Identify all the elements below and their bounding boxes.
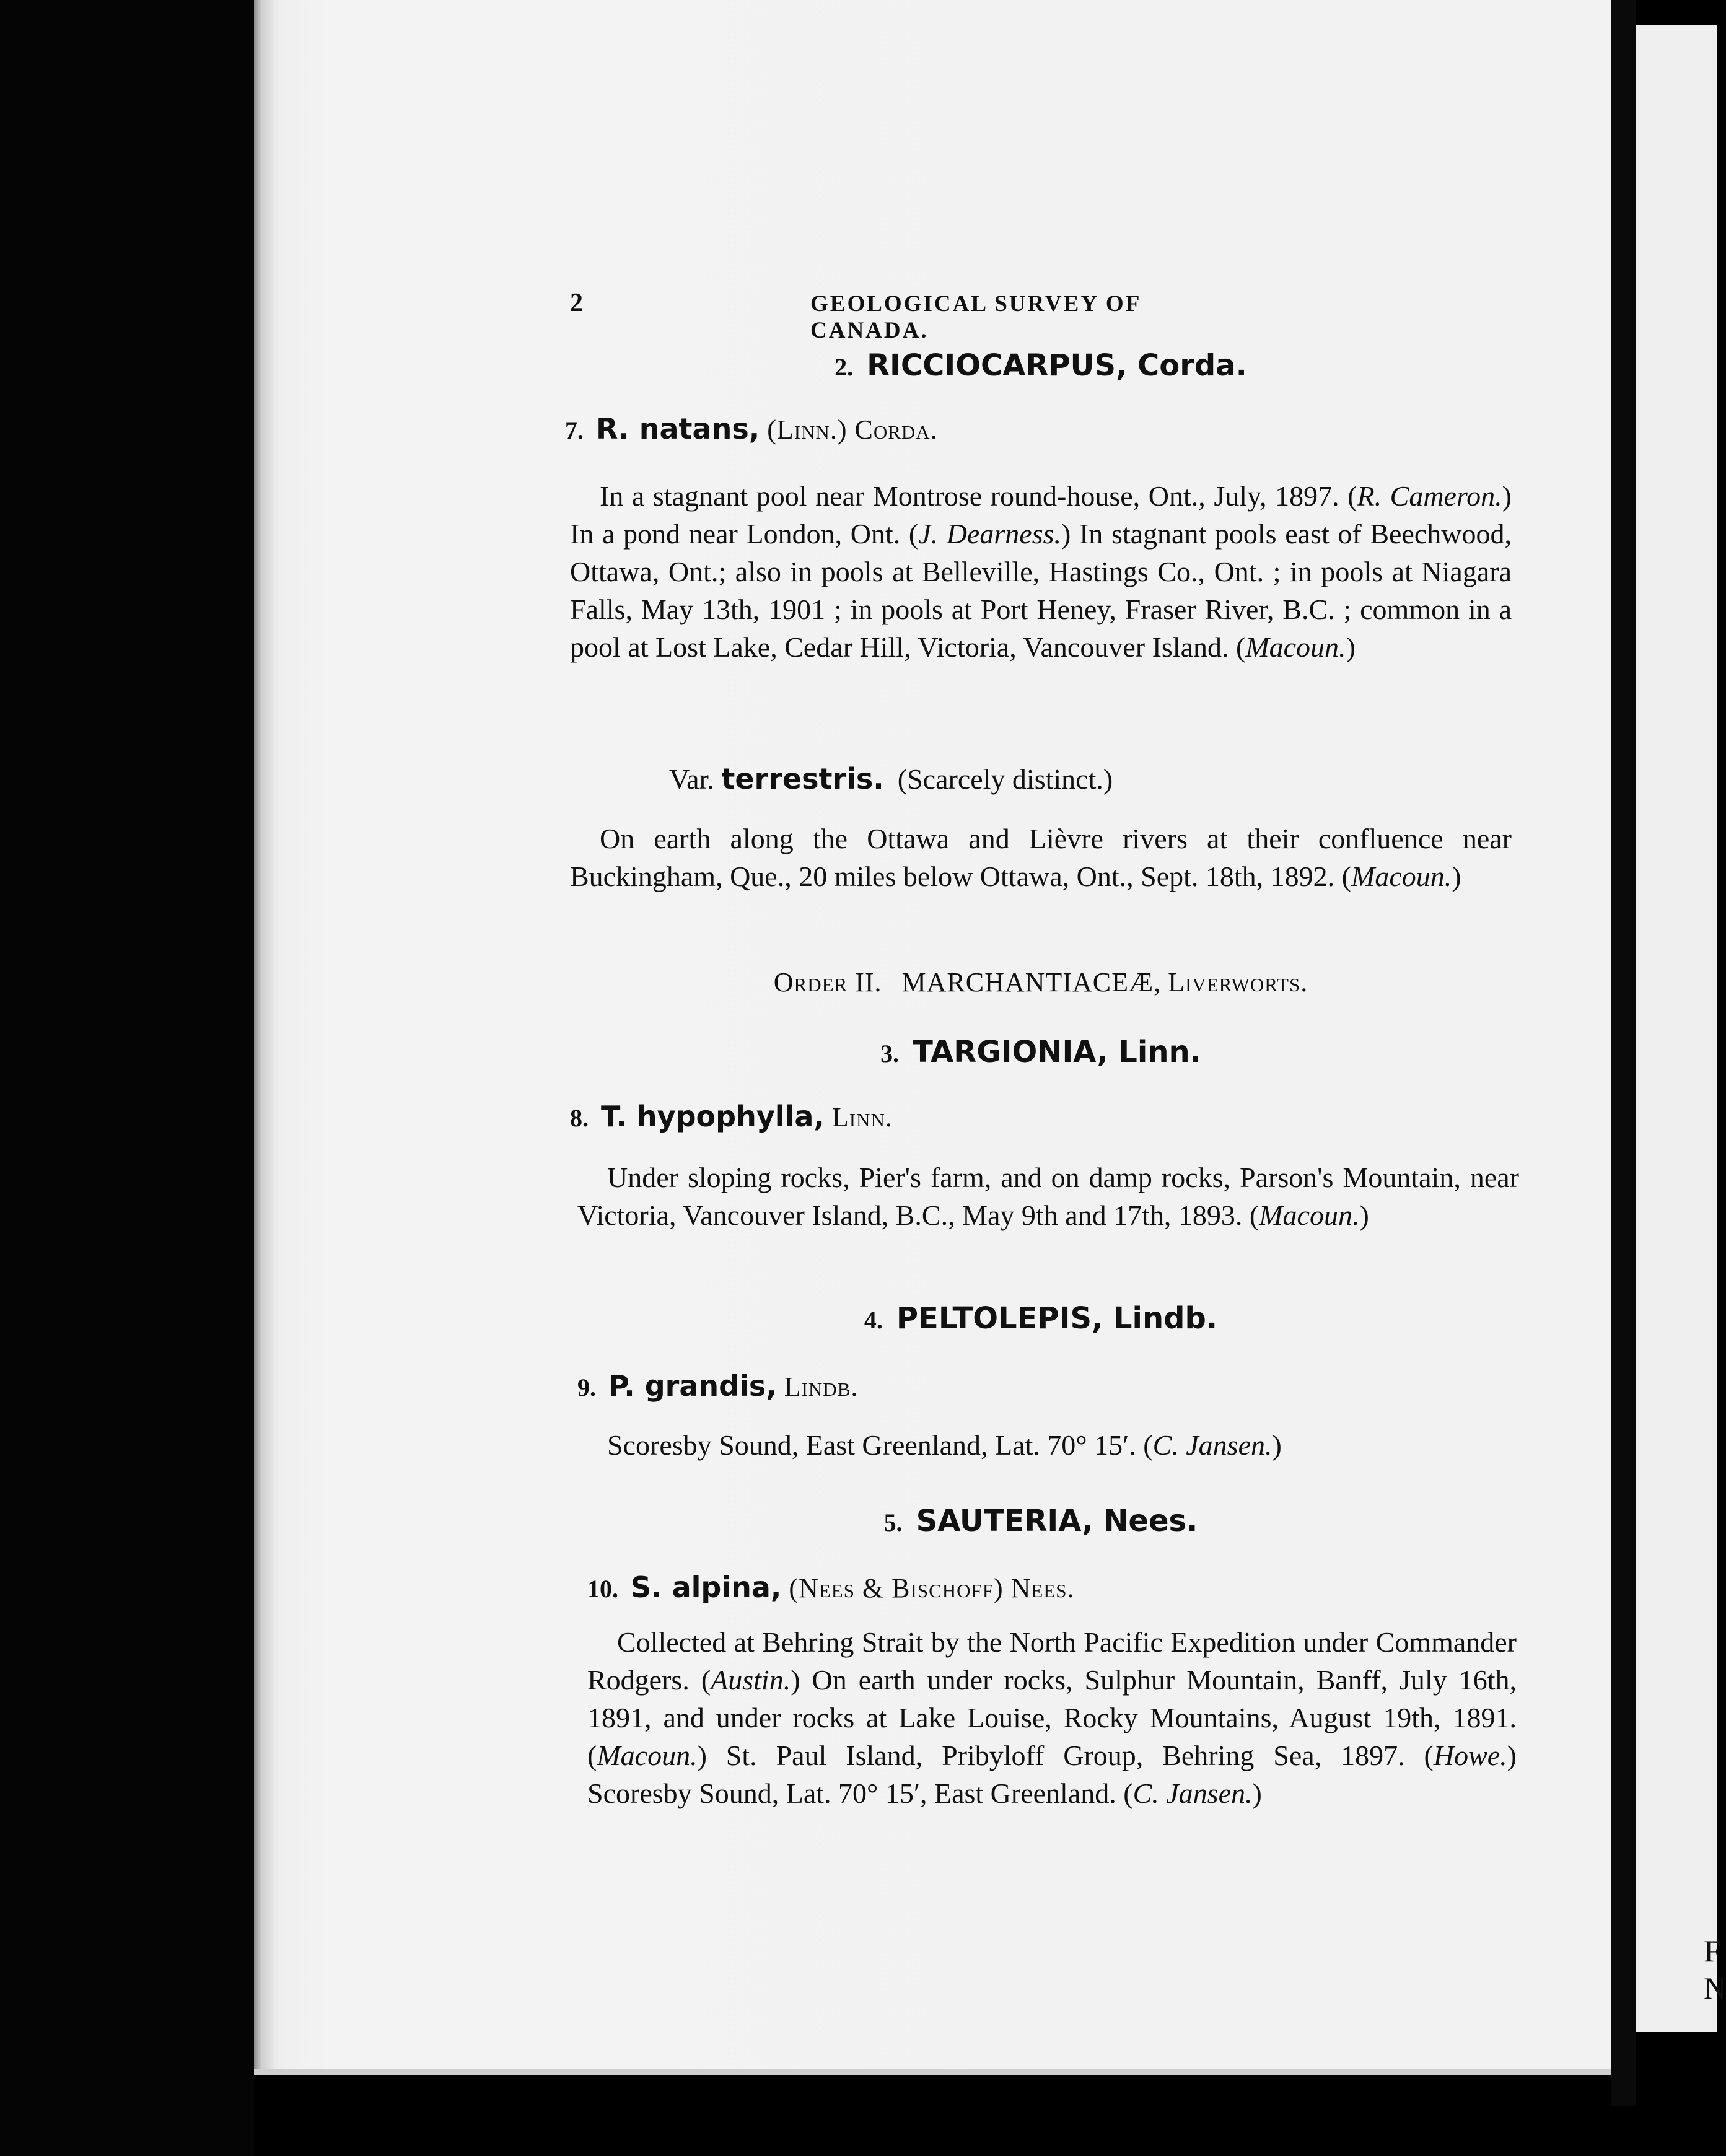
species-authority: (Linn.) Corda. (767, 414, 938, 445)
collector-name: J. Dearness. (918, 518, 1062, 550)
running-title: GEOLOGICAL SURVEY OF CANADA. (810, 291, 1141, 343)
variety-prefix: Var. (669, 763, 714, 795)
collector-name: C. Jansen. (1132, 1777, 1253, 1809)
adjacent-page-fragment: F (1704, 1934, 1721, 1968)
adjacent-page-fragment: N (1704, 1971, 1726, 2005)
variety-name: terrestris. (721, 762, 884, 795)
variety-line (570, 762, 1512, 805)
scan-left-margin (0, 0, 254, 2156)
species-name: S. alpina, (631, 1571, 782, 1604)
text-run: ) (1359, 1199, 1369, 1231)
genus-heading-targionia (570, 1033, 1512, 1077)
collector-name: Howe. (1433, 1740, 1507, 1771)
species-heading-r-natans (565, 412, 1507, 455)
collector-name: Macoun. (1351, 861, 1452, 892)
collector-name: Macoun. (597, 1740, 698, 1771)
order-heading (570, 966, 1512, 1010)
species-heading-t-hypophylla (570, 1100, 1512, 1143)
order-label: Order II. (773, 967, 882, 997)
species-number: 7. (565, 416, 584, 444)
text-run: ) In stagnant pools east of Beechwood, Ottawa, Ont.; also in pools at Belleville, Hastings Co., Ont. ; in pools at Niagara Falls, May 13th, 1901 ; in pools at Port Heney, Fraser River, B.C. ; common in a pool at Lost Lake, Cedar Hill, Victoria, Vancouver Island. ( (570, 518, 1512, 663)
species-name: P. grandis, (608, 1369, 777, 1403)
genus-name: PELTOLEPIS, Lindb. (896, 1301, 1218, 1336)
page-number: 2 (570, 289, 583, 317)
locality-paragraph (577, 1426, 1519, 1464)
genus-name: TARGIONIA, Linn. (913, 1035, 1201, 1069)
species-number: 10. (587, 1575, 618, 1603)
text-run: ) On earth under rocks, Sulphur Mountain, Banff, July 16th, 1891, and under rocks at Lake Louise, Rocky Mountains, August 19th, 1891. ( (587, 1664, 1517, 1771)
text-run: On earth along the Ottawa and Lièvre rivers at their confluence near Buckingham, Que., 20 miles below Ottawa, Ont., Sept. 18th, 1892. ( (570, 823, 1512, 892)
locality-paragraph (577, 1159, 1519, 1234)
species-authority: (Nees & Bischoff) Nees. (789, 1573, 1075, 1603)
collector-name: R. Cameron. (1357, 480, 1502, 512)
species-heading-s-alpina (587, 1571, 1529, 1614)
locality-paragraph (570, 477, 1512, 666)
genus-number: 5. (883, 1509, 903, 1536)
text-run: ) Scoresby Sound, Lat. 70° 15′, East Greenland. ( (587, 1740, 1517, 1809)
adjacent-page-edge (1636, 25, 1726, 2032)
genus-heading-sauteria (570, 1502, 1512, 1546)
genus-heading-peltolepis (570, 1300, 1512, 1343)
genus-name: SAUTERIA, Nees. (916, 1504, 1198, 1538)
text-run: ) (1452, 861, 1461, 892)
genus-heading-ricciocarpus (570, 347, 1512, 390)
species-number: 9. (577, 1374, 596, 1401)
text-run: Collected at Behring Strait by the North Pacific Expedition under Commander Rodgers. ( (587, 1626, 1517, 1696)
species-number: 8. (570, 1104, 589, 1132)
text-run: ) In a pond near London, Ont. ( (570, 480, 1512, 550)
collector-name: Austin. (711, 1664, 791, 1696)
order-family: MARCHANTIACEÆ, (901, 967, 1162, 997)
genus-name: RICCIOCARPUS, Corda. (867, 348, 1247, 383)
species-heading-p-grandis (577, 1369, 1519, 1413)
running-head (570, 288, 1264, 343)
genus-number: 2. (835, 353, 854, 381)
species-name: T. hypophylla, (601, 1100, 825, 1133)
text-run: ) (1272, 1429, 1282, 1461)
species-authority: Linn. (831, 1102, 893, 1133)
text-run: Scoresby Sound, East Greenland, Lat. 70° 15′. ( (607, 1429, 1153, 1461)
text-run: In a stagnant pool near Montrose round-house, Ont., July, 1897. ( (600, 480, 1357, 512)
variety-note: (Scarcely distinct.) (897, 763, 1113, 795)
species-name: R. natans, (596, 412, 760, 445)
species-authority: Lindb. (784, 1372, 859, 1402)
genus-number: 4. (864, 1306, 883, 1334)
genus-number: 3. (880, 1040, 900, 1067)
order-common-name: Liverworts. (1168, 967, 1308, 997)
locality-paragraph (570, 820, 1512, 895)
text-run: ) St. Paul Island, Pribyloff Group, Behring Sea, 1897. ( (697, 1740, 1434, 1771)
text-run: Under sloping rocks, Pier's farm, and on damp rocks, Parson's Mountain, near Victoria, Vancouver Island, B.C., May 9th and 17th, 1893. ( (577, 1162, 1519, 1231)
locality-paragraph (587, 1623, 1517, 1812)
book-gutter (1611, 0, 1636, 2106)
collector-name: Macoun. (1245, 631, 1346, 663)
text-run: ) (1252, 1777, 1262, 1809)
collector-name: Macoun. (1259, 1199, 1360, 1231)
collector-name: C. Jansen. (1152, 1429, 1273, 1461)
page-bottom-edge (254, 2069, 1623, 2075)
text-run: ) (1346, 631, 1356, 663)
